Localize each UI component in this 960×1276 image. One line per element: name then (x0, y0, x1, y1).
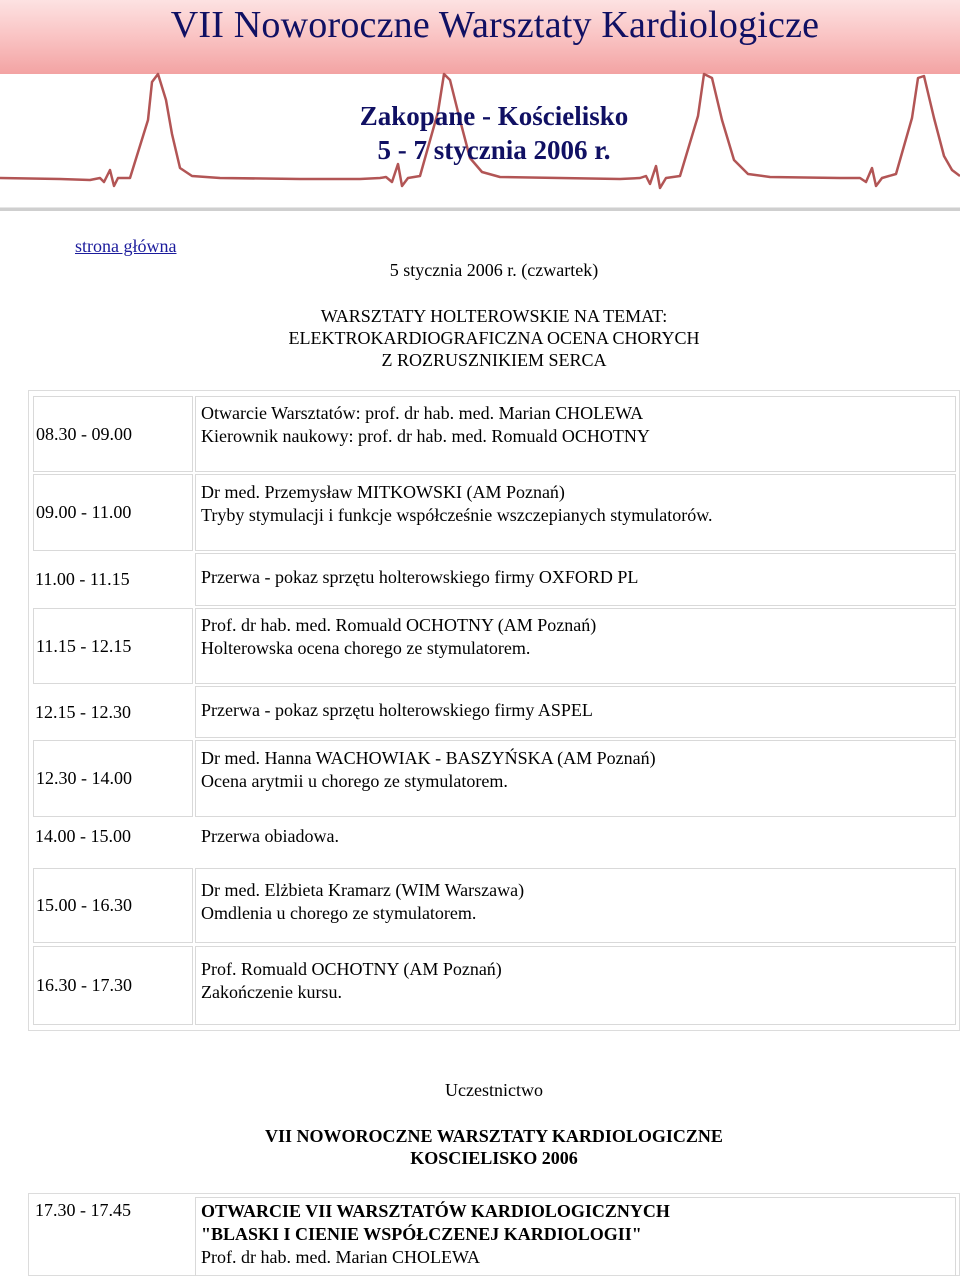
ceremony-line: "BLASKI I CIENIE WSPÓŁCZENEJ KARDIOLOGII" (201, 1224, 642, 1244)
page-header (0, 0, 960, 212)
schedule-description (195, 946, 956, 1025)
schedule-line: Przerwa - pokaz sprzętu holterowskiego firmy ASPEL (201, 699, 593, 720)
schedule-time: 08.30 - 09.00 (33, 396, 193, 472)
header-dates: 5 - 7 stycznia 2006 r. (377, 135, 611, 165)
schedule-line: Dr med. Przemysław MITKOWSKI (AM Poznań) (201, 482, 565, 502)
schedule-time: 12.30 - 14.00 (33, 740, 193, 817)
schedule-line: Przerwa obiadowa. (201, 825, 339, 846)
ceremony-line: Prof. dr hab. med. Marian CHOLEWA (201, 1247, 480, 1267)
schedule-line: Dr med. Hanna WACHOWIAK - BASZYŃSKA (AM Poznań) (201, 748, 656, 768)
day-heading: 5 stycznia 2006 r. (czwartek) (389, 260, 599, 280)
participation-title: Uczestnictwo (445, 1080, 543, 1100)
workshop-heading-line: ELEKTROKARDIOGRAFICZNA OCENA CHORYCH (288, 328, 700, 348)
schedule-line: Otwarcie Warsztatów: prof. dr hab. med. Marian CHOLEWA (201, 403, 644, 423)
schedule-line: Dr med. Elżbieta Kramarz (WIM Warszawa) (201, 880, 525, 900)
workshop-heading-line: Z ROZRUSZNIKIEM SERCA (381, 350, 607, 370)
schedule-description (195, 608, 956, 684)
home-link[interactable]: strona główna (75, 236, 177, 256)
schedule-line: Ocena arytmii u chorego ze stymulatorem. (201, 771, 508, 791)
schedule-line: Kierownik naukowy: prof. dr hab. med. Romuald OCHOTNY (201, 426, 650, 446)
schedule-line: Tryby stymulacji i funkcje współcześnie wszczepianych stymulatorów. (201, 505, 713, 525)
schedule-line: Omdlenia u chorego ze stymulatorem. (201, 903, 477, 923)
ceremony-line: OTWARCIE VII WARSZTATÓW KARDIOLOGICZNYCH (201, 1201, 670, 1221)
schedule-description (195, 686, 956, 738)
header-divider (0, 207, 960, 211)
schedule-description (195, 474, 956, 551)
schedule-time: 11.00 - 11.15 (35, 569, 130, 589)
schedule-description (195, 868, 956, 943)
ceremony-time: 17.30 - 17.45 (35, 1200, 131, 1220)
schedule-line: Holterowska ocena chorego ze stymulatorem. (201, 638, 531, 658)
schedule-line: Zakończenie kursu. (201, 982, 342, 1002)
schedule-description (195, 553, 956, 606)
schedule-time: 12.15 - 12.30 (35, 701, 131, 722)
conference-title-line: VII NOWOROCZNE WARSZTATY KARDIOLOGICZNE (265, 1126, 723, 1146)
conference-title (0, 1125, 960, 1169)
conference-title-line: KOSCIELISKO 2006 (410, 1148, 578, 1168)
schedule-line: Prof. Romuald OCHOTNY (AM Poznań) (201, 959, 502, 979)
schedule-time: 15.00 - 16.30 (33, 868, 193, 943)
header-location: Zakopane - Kościelisko (359, 101, 629, 131)
schedule-line: Prof. dr hab. med. Romuald OCHOTNY (AM Poznań) (201, 615, 597, 635)
schedule-line: Przerwa - pokaz sprzętu holterowskiego firmy OXFORD PL (201, 567, 639, 587)
workshop-heading-line: WARSZTATY HOLTEROWSKIE NA TEMAT: (320, 306, 668, 326)
schedule-description (195, 396, 956, 472)
site-title: VII Noworoczne Warsztaty Kardiologicze (170, 4, 820, 46)
workshop-heading (0, 305, 960, 371)
schedule-time: 09.00 - 11.00 (33, 474, 193, 551)
schedule-time: 16.30 - 17.30 (33, 946, 193, 1025)
ceremony-description (195, 1197, 956, 1276)
schedule-description (195, 819, 956, 853)
schedule-time: 14.00 - 15.00 (35, 825, 131, 846)
schedule-description (195, 740, 956, 817)
schedule-time: 11.15 - 12.15 (33, 608, 193, 684)
